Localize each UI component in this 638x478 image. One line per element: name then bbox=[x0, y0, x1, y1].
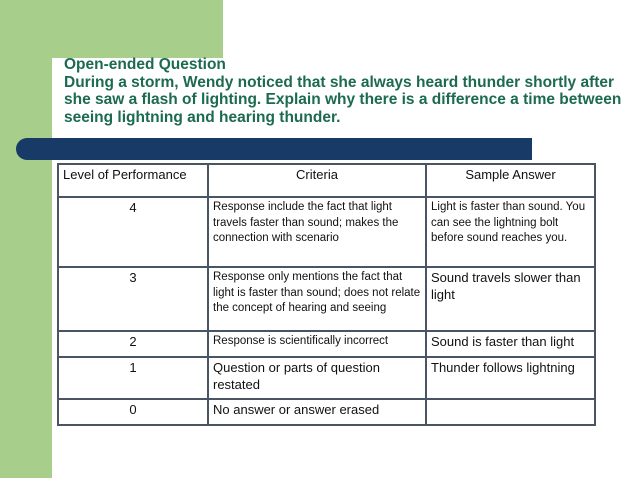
slide-title bbox=[64, 56, 624, 126]
title-divider-bar bbox=[16, 138, 532, 160]
title-heading: Open-ended Question bbox=[64, 56, 226, 73]
top-green-block bbox=[52, 0, 223, 58]
row-answer: Light is faster than sound. You can see the lightning bolt before sound reaches you. bbox=[426, 197, 595, 267]
row-criteria: Response include the fact that light travels faster than sound; makes the connection with scenario bbox=[208, 197, 426, 267]
rubric-table bbox=[57, 163, 596, 426]
table-row bbox=[58, 267, 595, 331]
left-green-band bbox=[0, 0, 52, 478]
row-criteria: Response only mentions the fact that light is faster than sound; does not relate the concept of hearing and seeing bbox=[208, 267, 426, 331]
title-question: During a storm, Wendy noticed that she always heard thunder shortly after she saw a flash of lighting. Explain why there is a difference a time between seeing lightning and hearing thunder. bbox=[64, 73, 622, 126]
table-header-row bbox=[58, 164, 595, 197]
table-row bbox=[58, 399, 595, 425]
row-criteria: No answer or answer erased bbox=[208, 399, 426, 425]
row-level: 1 bbox=[58, 357, 208, 399]
header-level: Level of Performance bbox=[58, 164, 208, 197]
table-row bbox=[58, 197, 595, 267]
table-row bbox=[58, 357, 595, 399]
header-sample-answer: Sample Answer bbox=[426, 164, 595, 197]
row-answer bbox=[426, 399, 595, 425]
row-criteria: Question or parts of question restated bbox=[208, 357, 426, 399]
table-row bbox=[58, 331, 595, 357]
row-level: 3 bbox=[58, 267, 208, 331]
header-criteria: Criteria bbox=[208, 164, 426, 197]
row-level: 0 bbox=[58, 399, 208, 425]
row-answer: Sound travels slower than light bbox=[426, 267, 595, 331]
row-level: 2 bbox=[58, 331, 208, 357]
row-level: 4 bbox=[58, 197, 208, 267]
row-answer: Sound is faster than light bbox=[426, 331, 595, 357]
row-answer: Thunder follows lightning bbox=[426, 357, 595, 399]
row-criteria: Response is scientifically incorrect bbox=[208, 331, 426, 357]
